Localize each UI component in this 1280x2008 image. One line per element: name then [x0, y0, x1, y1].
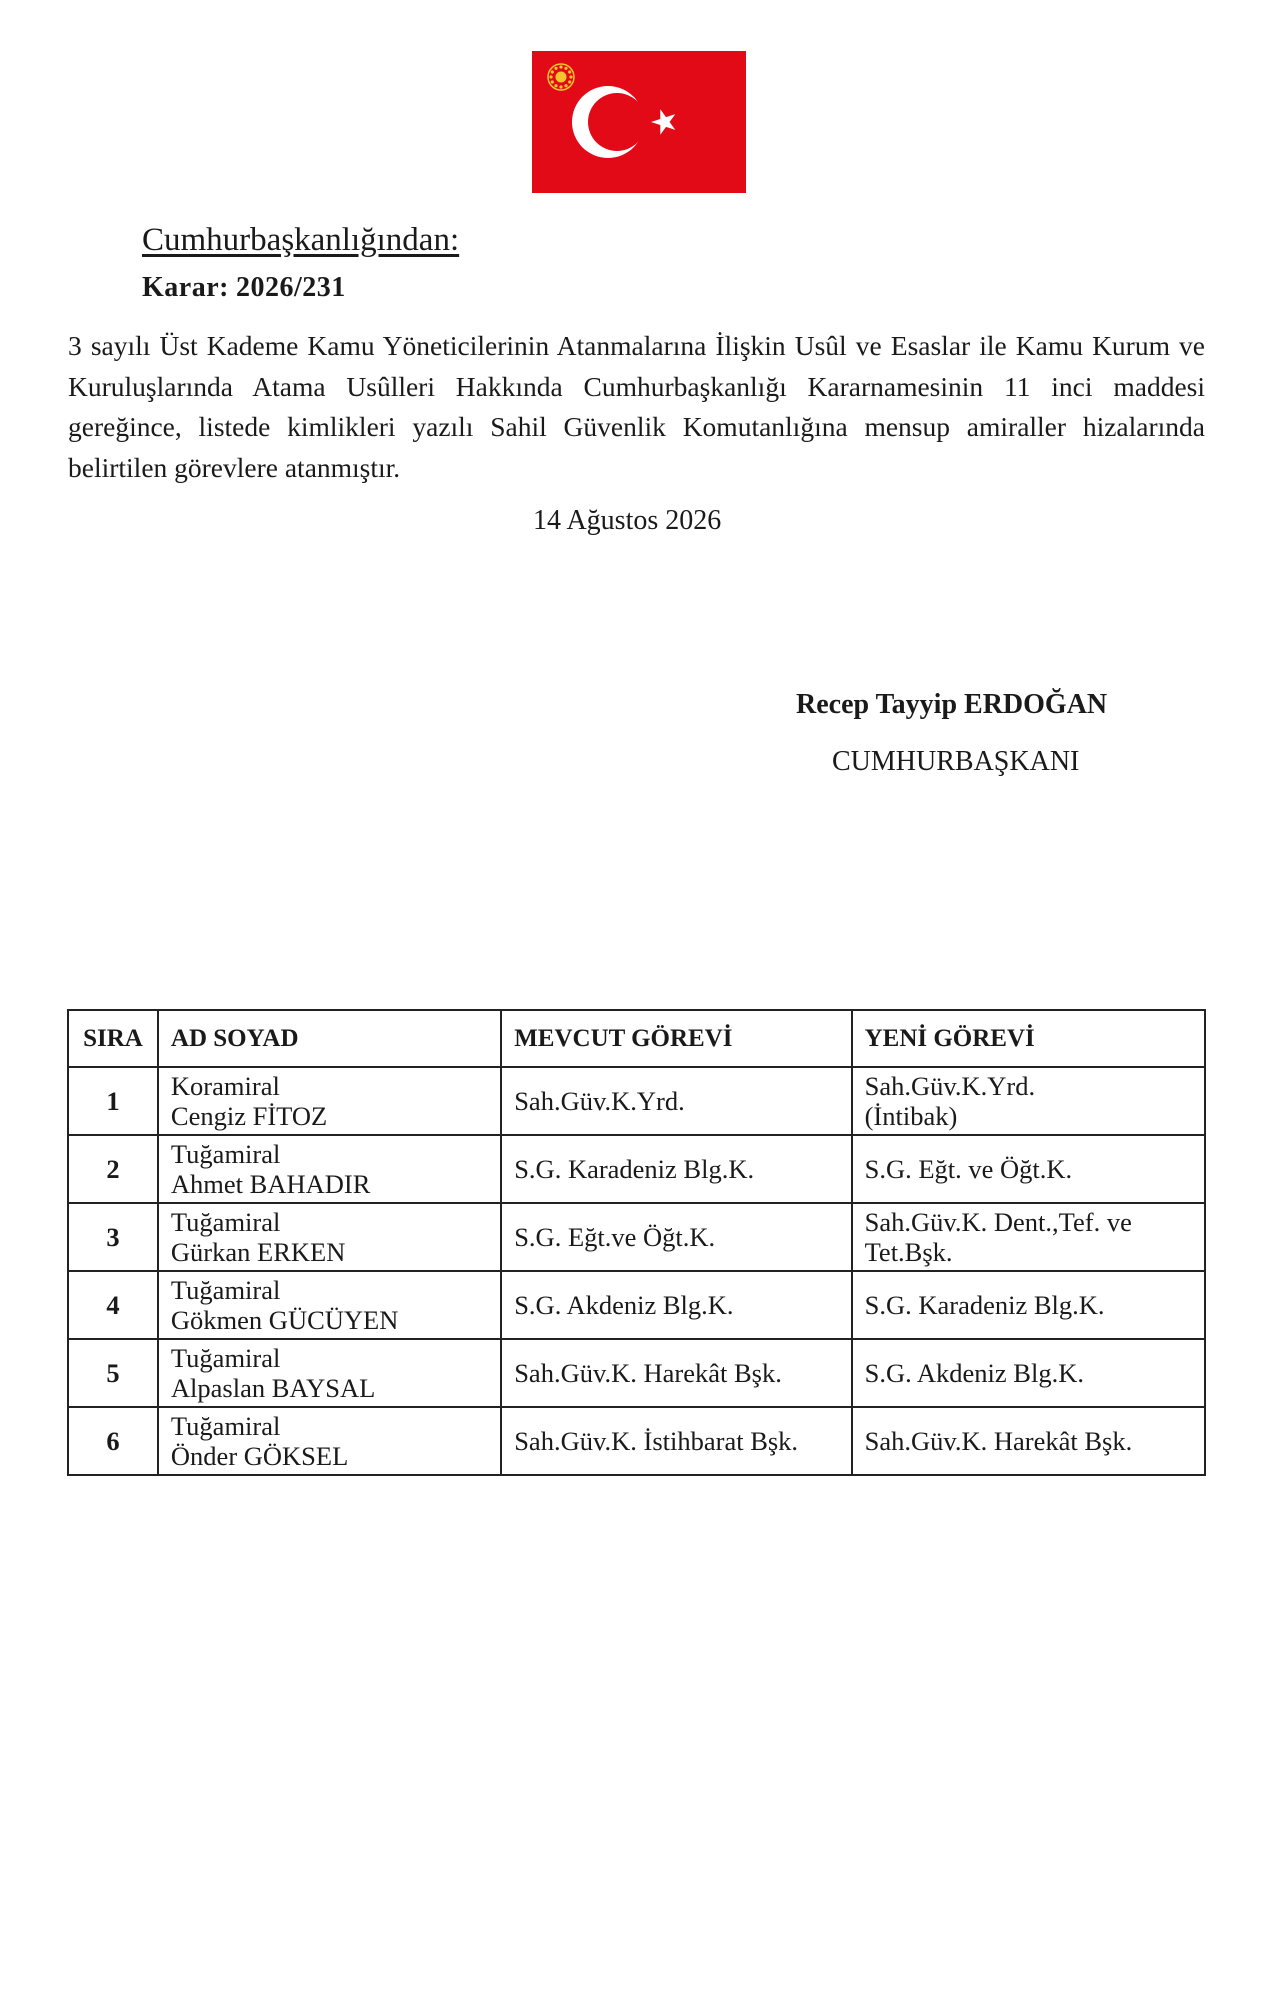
presidential-seal-icon: [548, 64, 574, 90]
person-rank: Tuğamiral: [170, 1275, 281, 1305]
issuer-heading: Cumhurbaşkanlığından:: [142, 222, 460, 258]
person-name: Önder GÖKSEL: [170, 1441, 349, 1471]
person-name: Alpaslan BAYSAL: [170, 1373, 376, 1403]
person-cell: [158, 1407, 501, 1475]
row-number: 1: [68, 1067, 158, 1135]
person-rank: Koramiral: [170, 1071, 280, 1101]
person-name: Gökmen GÜCÜYEN: [170, 1305, 399, 1335]
decision-number: 2026/231: [235, 272, 346, 303]
table-row: [68, 1135, 1205, 1203]
current-duty: S.G. Akdeniz Blg.K.: [501, 1271, 851, 1339]
new-duty: S.G. Akdeniz Blg.K.: [864, 1358, 1084, 1388]
row-number: 6: [68, 1407, 158, 1475]
new-duty: Sah.Güv.K.Yrd.: [864, 1071, 1036, 1101]
table-row: [68, 1339, 1205, 1407]
person-rank: Tuğamiral: [170, 1343, 281, 1373]
new-duty-cell: [852, 1407, 1205, 1475]
row-number: 5: [68, 1339, 158, 1407]
person-rank: Tuğamiral: [170, 1207, 281, 1237]
new-duty-cell: [852, 1135, 1205, 1203]
decision-line: [142, 272, 346, 304]
new-duty: S.G. Eğt. ve Öğt.K.: [864, 1154, 1073, 1184]
table-row: [68, 1203, 1205, 1271]
signer-title: CUMHURBAŞKANI: [832, 746, 1080, 777]
person-cell: [158, 1339, 501, 1407]
header-mevcut-gorevi: MEVCUT GÖREVİ: [501, 1010, 851, 1067]
person-name: Cengiz FİTOZ: [170, 1101, 328, 1131]
new-duty-cell: [852, 1271, 1205, 1339]
person-cell: [158, 1203, 501, 1271]
header-yeni-gorevi: YENİ GÖREVİ: [852, 1010, 1205, 1067]
decision-date: 14 Ağustos 2026: [533, 505, 722, 536]
header-sira: SIRA: [68, 1010, 158, 1067]
table-row: [68, 1067, 1205, 1135]
person-name: Ahmet BAHADIR: [170, 1169, 371, 1199]
table-header-row: [68, 1010, 1205, 1067]
person-name: Gürkan ERKEN: [170, 1237, 346, 1267]
person-cell: [158, 1067, 501, 1135]
table-row: [68, 1407, 1205, 1475]
person-cell: [158, 1271, 501, 1339]
current-duty: S.G. Eğt.ve Öğt.K.: [501, 1203, 851, 1271]
signer-name: Recep Tayyip ERDOĞAN: [796, 689, 1108, 720]
row-number: 2: [68, 1135, 158, 1203]
new-duty: S.G. Karadeniz Blg.K.: [864, 1290, 1105, 1320]
decision-label: Karar:: [142, 272, 229, 303]
row-number: 3: [68, 1203, 158, 1271]
person-rank: Tuğamiral: [170, 1411, 281, 1441]
turkish-flag: [532, 51, 746, 193]
new-duty: Sah.Güv.K. Harekât Bşk.: [864, 1426, 1133, 1456]
person-rank: Tuğamiral: [170, 1139, 281, 1169]
decision-body-text: 3 sayılı Üst Kademe Kamu Yöneticilerinin Atanmalarına İlişkin Usûl ve Esaslar ile Kamu Kurum ve Kuruluşlarında Atama Usûlleri Hakkında Cumhurbaşkanlığı Kararnamesinin 11 inci maddesi gereğince, listede kimlikleri yazılı Sahil Güvenlik Komutanlığına mensup amiraller hizalarında belirtilen görevlere atanmıştır.: [68, 330, 1205, 483]
person-cell: [158, 1135, 501, 1203]
new-duty-cell: [852, 1203, 1205, 1271]
new-duty-continued: Tet.Bşk.: [864, 1237, 953, 1267]
new-duty-cell: [852, 1067, 1205, 1135]
table-row: [68, 1271, 1205, 1339]
current-duty: S.G. Karadeniz Blg.K.: [501, 1135, 851, 1203]
new-duty: Sah.Güv.K. Dent.,Tef. ve: [864, 1207, 1132, 1237]
appointments-table: [67, 1009, 1206, 1476]
header-ad-soyad: AD SOYAD: [158, 1010, 501, 1067]
current-duty: Sah.Güv.K.Yrd.: [501, 1067, 851, 1135]
new-duty-cell: [852, 1339, 1205, 1407]
current-duty: Sah.Güv.K. Harekât Bşk.: [501, 1339, 851, 1407]
current-duty: Sah.Güv.K. İstihbarat Bşk.: [501, 1407, 851, 1475]
new-duty-continued: (İntibak): [864, 1101, 958, 1131]
flag-graphic: [532, 51, 746, 193]
row-number: 4: [68, 1271, 158, 1339]
